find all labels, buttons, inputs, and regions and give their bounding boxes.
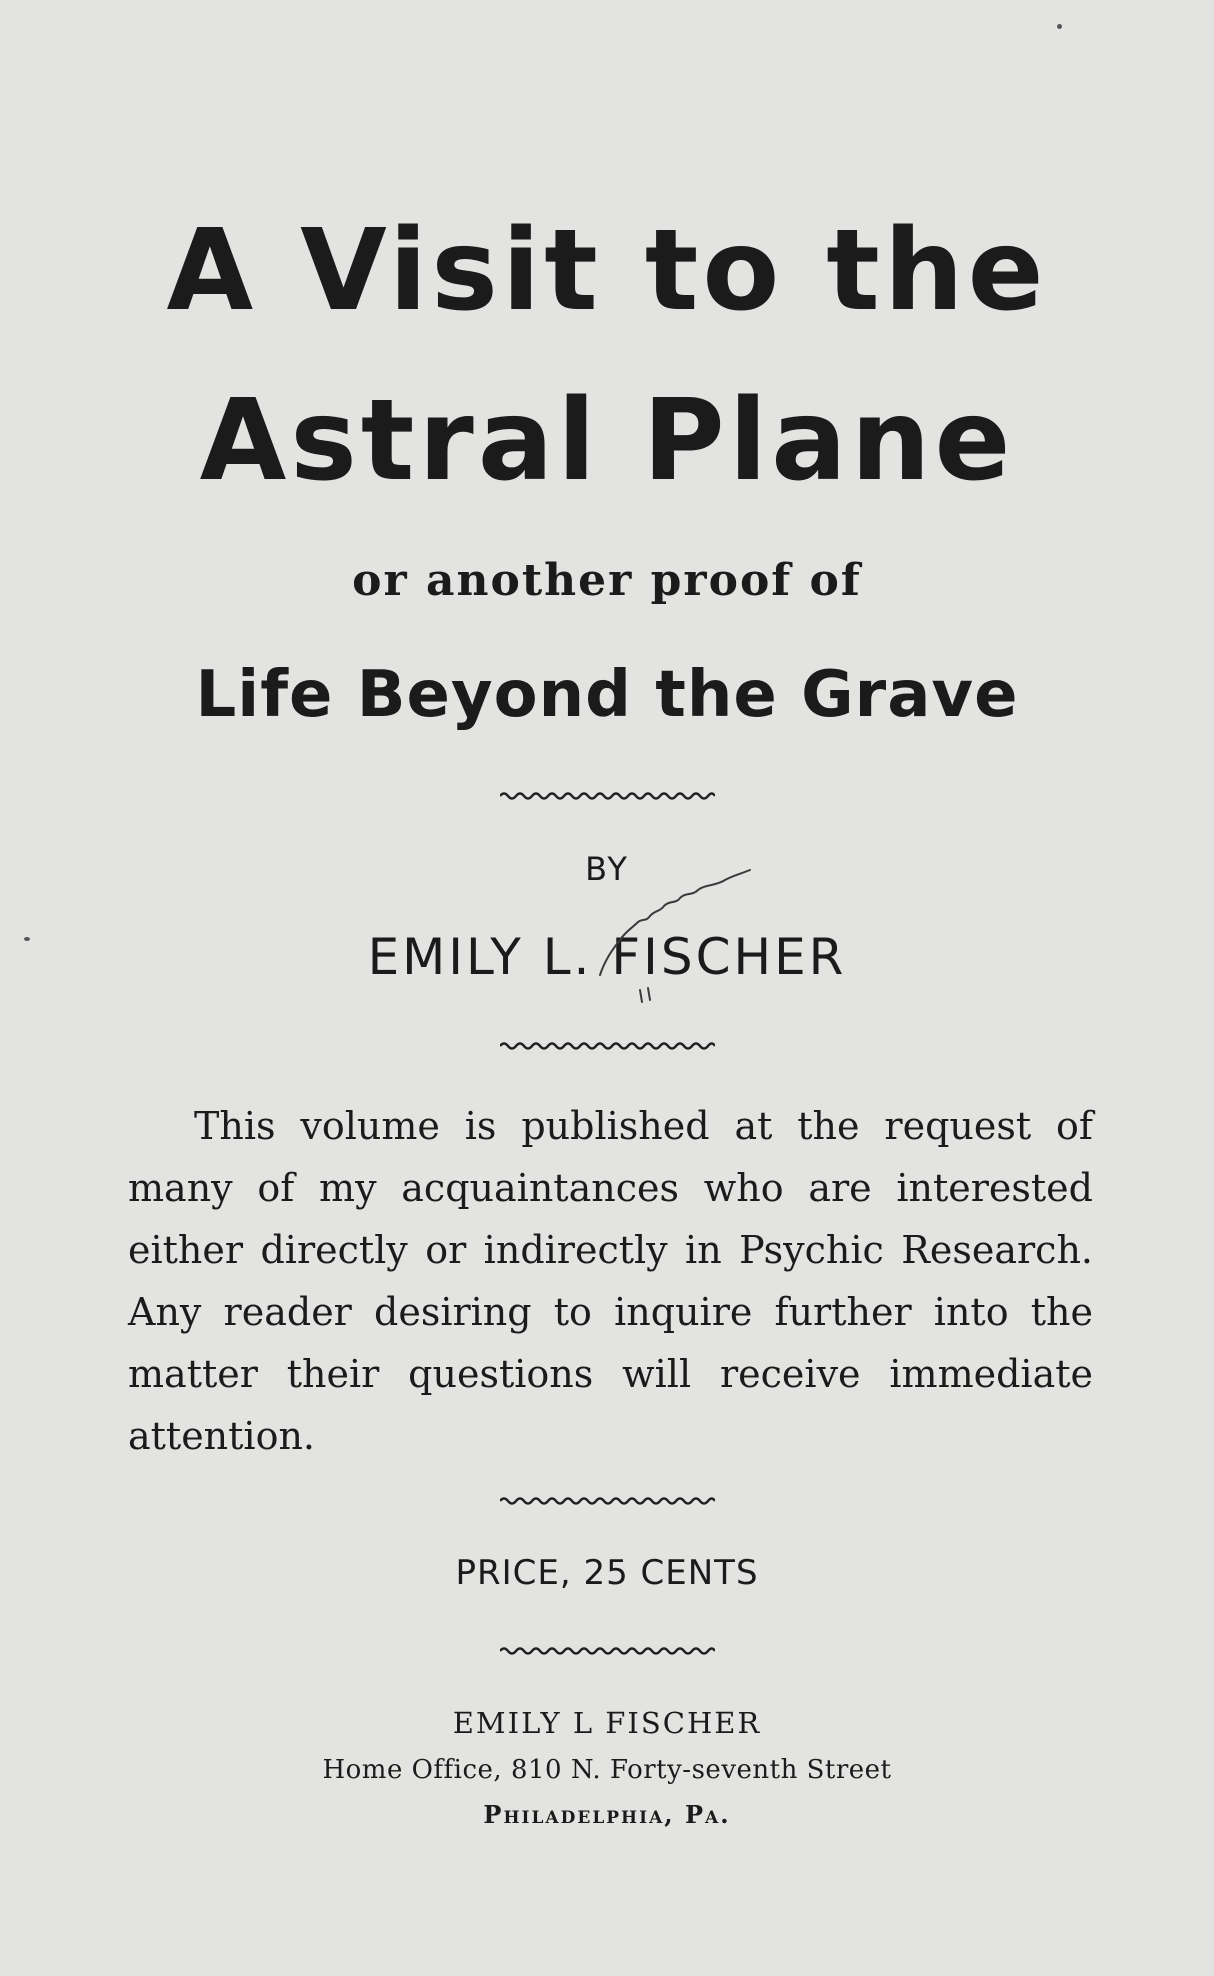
handwritten-signature: [580, 860, 760, 1010]
title-line-1: A Visit to the: [166, 206, 1048, 336]
author-name: EMILY L. FISCHER: [367, 928, 847, 986]
paper-speck: [24, 937, 30, 941]
ornamental-rule-3: [500, 1495, 715, 1507]
paper-speck: [1057, 24, 1062, 29]
ornamental-rule-4: [500, 1645, 715, 1657]
publisher-city: Philadelphia, Pa.: [483, 1800, 731, 1829]
price: PRICE, 25 CENTS: [455, 1553, 759, 1593]
secondary-title: Life Beyond the Grave: [195, 658, 1019, 732]
ornamental-rule-2: [500, 1040, 715, 1052]
description-paragraph: This volume is published at the request of many of my acquaintances who are interested either directly or indirectly in Psychic Research. Any reader desiring to inquire further into the matter their questions will receive immediate attention.: [128, 1104, 1093, 1458]
publisher-name: EMILY L FISCHER: [452, 1706, 762, 1740]
ornamental-rule-1: [500, 790, 715, 802]
title-line-2: Astral Plane: [199, 376, 1015, 506]
subtitle: or another proof of: [352, 555, 862, 606]
byline: BY: [585, 850, 629, 888]
publisher-address: Home Office, 810 N. Forty-seventh Street: [322, 1755, 892, 1785]
